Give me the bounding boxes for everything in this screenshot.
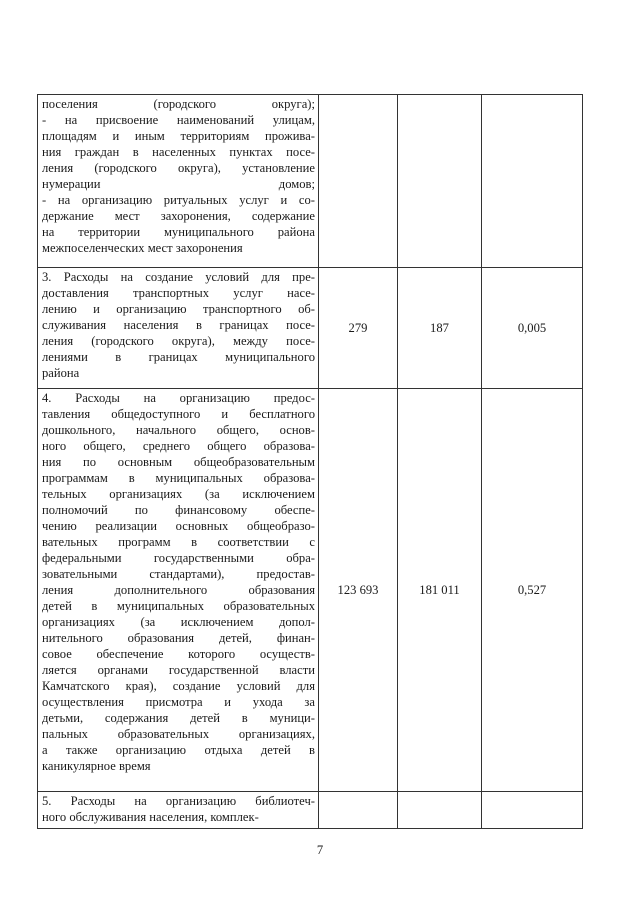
text-line: а также организацию отдыха детей в	[42, 743, 315, 757]
text-line: служивания населения в границах посе-	[42, 318, 315, 332]
text-line: - на организацию ритуальных услуг и со-	[42, 193, 315, 207]
expense-description-cell	[38, 389, 319, 792]
text-line: организациях (за исключением допол-	[42, 615, 315, 629]
expense-description-cell	[38, 792, 319, 829]
text-line: пальных образовательных организациях,	[42, 727, 315, 741]
text-line: - на присвоение наименований улицам,	[42, 113, 315, 127]
text-line: 5. Расходы на организацию библиотеч-	[42, 794, 315, 808]
text-line: дошкольного, начального общего, основ-	[42, 423, 315, 437]
text-line: ляется органами государственной власти	[42, 663, 315, 677]
text-line: на территории муниципального района	[42, 225, 315, 239]
text-line: ления дополнительного образования	[42, 583, 315, 597]
text-line: площадям и иным территориям прожива-	[42, 129, 315, 143]
table-row	[38, 792, 583, 829]
table-row	[38, 268, 583, 389]
text-line: 4. Расходы на организацию предос-	[42, 391, 315, 405]
text-line: межпоселенческих мест захоронения	[42, 241, 243, 255]
expense-description-cell	[38, 268, 319, 389]
text-line: ния по основным общеобразовательным	[42, 455, 315, 469]
text-line: нительного образования детей, финан-	[42, 631, 315, 645]
text-line: ния граждан в населенных пунктах посе-	[42, 145, 315, 159]
text-line: детей в муниципальных образовательных	[42, 599, 315, 613]
text-line: Камчатского края), создание условий для	[42, 679, 315, 693]
text-line: доставления транспортных услуг насе-	[42, 286, 315, 300]
text-line: совое обеспечение которого осуществ-	[42, 647, 315, 661]
text-line: ления (городского округа), установление	[42, 161, 315, 175]
table-body	[38, 95, 583, 829]
text-line: осуществления присмотра и ухода за	[42, 695, 315, 709]
value-cell-col3	[398, 792, 482, 829]
text-line: зовательными стандартами), предостав-	[42, 567, 315, 581]
value-cell-col2	[319, 792, 398, 829]
text-line: 3. Расходы на создание условий для пре-	[42, 270, 315, 284]
text-line: детьми, содержания детей в муници-	[42, 711, 315, 725]
value-cell-col4	[482, 792, 583, 829]
text-line: лению и организацию транспортного об-	[42, 302, 315, 316]
text-line: тельных организациях (за исключением	[42, 487, 315, 501]
text-line: лениями в границах муниципального	[42, 350, 315, 364]
value-cell-col3: 187	[398, 268, 482, 389]
value-cell-col2	[319, 95, 398, 268]
text-line: района	[42, 366, 80, 380]
value-cell-col3: 181 011	[398, 389, 482, 792]
value-cell-col4	[482, 95, 583, 268]
text-line: чению реализации основных общеобразо-	[42, 519, 315, 533]
expense-description-cell	[38, 95, 319, 268]
value-cell-col4: 0,005	[482, 268, 583, 389]
value-cell-col3	[398, 95, 482, 268]
text-line: поселения (городского округа);	[42, 97, 315, 111]
value-cell-col2: 279	[319, 268, 398, 389]
text-line: ного обслуживания населения, комплек-	[42, 810, 259, 824]
text-line: вательных программ в соответствии с	[42, 535, 315, 549]
text-line: каникулярное время	[42, 759, 151, 773]
page-number: 7	[316, 843, 324, 857]
expenses-table	[37, 94, 583, 829]
text-line: нумерации домов;	[42, 177, 315, 191]
table-row	[38, 95, 583, 268]
value-cell-col2: 123 693	[319, 389, 398, 792]
text-line: ного общего, среднего общего образова-	[42, 439, 315, 453]
text-line: полномочий по финансовому обеспе-	[42, 503, 315, 517]
table-row	[38, 389, 583, 792]
text-line: тавления общедоступного и бесплатного	[42, 407, 315, 421]
text-line: федеральными государственными обра-	[42, 551, 315, 565]
value-cell-col4: 0,527	[482, 389, 583, 792]
text-line: программам в муниципальных образова-	[42, 471, 315, 485]
text-line: держание мест захоронения, содержание	[42, 209, 315, 223]
text-line: ления (городского округа), между посе-	[42, 334, 315, 348]
